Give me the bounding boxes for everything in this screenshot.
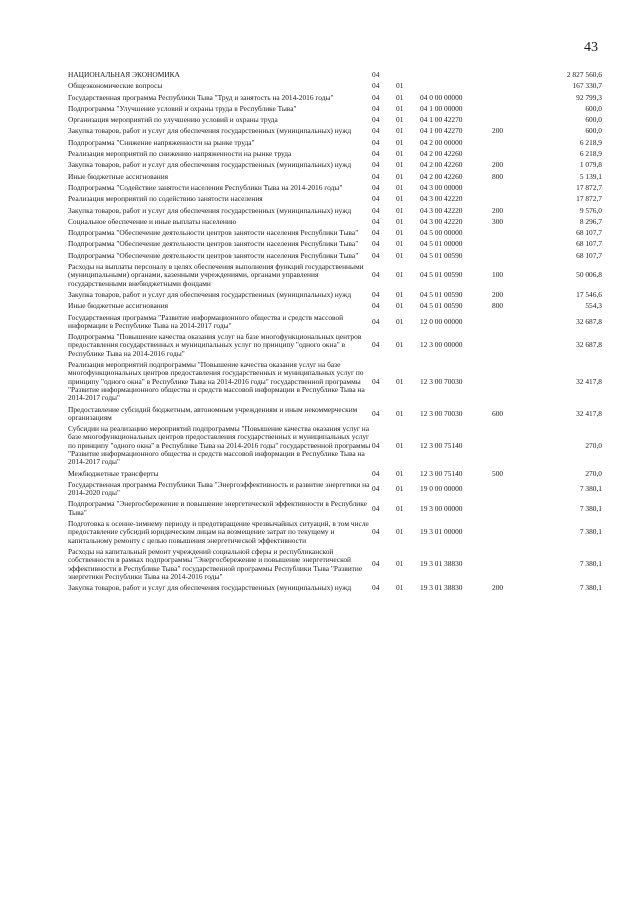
expense-type-code [492, 70, 522, 81]
expense-type-code [492, 332, 522, 360]
target-article-code: 12 3 00 75140 [420, 440, 463, 450]
expense-type-code [492, 194, 522, 205]
amount: 600,0 [585, 103, 602, 113]
expense-name: Подпрограмма "Обеспечение деятельности центров занятости населения Республики Тыва" [68, 250, 359, 260]
amount: 50 006,8 [576, 270, 602, 280]
section-code: 04 [372, 70, 380, 79]
target-article-code: 04 5 01 00590 [420, 250, 463, 260]
expense-type-code [492, 104, 522, 115]
expense-name: Подпрограмма "Обеспечение деятельности центров занятости населения Республики Тыва" [68, 239, 359, 249]
table-row [68, 290, 602, 301]
section-code: 04 [372, 289, 380, 299]
section-code: 04 [372, 205, 380, 215]
expense-type-code [492, 81, 522, 92]
section-code: 04 [372, 270, 380, 280]
subsection-code: 01 [396, 316, 404, 326]
amount: 7 380,1 [579, 503, 602, 513]
subsection-code: 01 [396, 216, 404, 226]
page-number: 43 [584, 40, 598, 55]
expense-type-code [492, 183, 522, 194]
expense-name: Закупка товаров, работ и услуг для обеспечения государственных (муниципальных) нужд [68, 160, 352, 170]
subsection-code: 01 [396, 484, 404, 494]
expense-type-code: 200 [492, 583, 504, 593]
target-article-code: 04 5 00 00000 [420, 228, 463, 238]
section-code: 04 [372, 137, 380, 147]
target-article-code: 04 3 00 42220 [420, 216, 463, 226]
expense-name: Подпрограмма "Снижение напряженности на рынке труда" [68, 137, 255, 147]
expense-type-code [492, 228, 522, 239]
table-row [68, 424, 602, 468]
table-row [68, 262, 602, 290]
subsection-code: 01 [396, 126, 404, 136]
expense-type-code: 100 [492, 270, 504, 280]
amount: 32 417,8 [576, 408, 602, 418]
table-row [68, 206, 602, 217]
amount: 600,0 [585, 126, 602, 136]
expense-name: Иные бюджетные ассигнования [68, 301, 169, 311]
expense-name: Реализация мероприятий по содействию занятости населения [68, 194, 263, 204]
expense-name: Предоставление субсидий бюджетным, автономным учреждениям и иным некоммерческим организациям [68, 404, 358, 422]
amount: 68 107,7 [576, 228, 602, 238]
section-code: 04 [372, 316, 380, 326]
subsection-code: 01 [396, 171, 404, 181]
expense-type-code [492, 499, 522, 519]
target-article-code: 04 1 00 00000 [420, 103, 463, 113]
expense-name: Подготовка к осенне-зимнему периоду и предотвращение чрезвычайных ситуаций, в том числе предоставление субсидий юридическим лицам на возмещение затрат по текущему и капитальному ремонту с целью повышения энергетической эффективности [68, 519, 369, 545]
amount: 7 380,1 [579, 527, 602, 537]
subsection-code: 01 [396, 440, 404, 450]
section-code: 04 [372, 126, 380, 136]
section-code: 04 [372, 559, 380, 569]
subsection-code: 01 [396, 583, 404, 593]
amount: 5 139,1 [579, 171, 602, 181]
subsection-code: 01 [396, 301, 404, 311]
table-row [68, 194, 602, 205]
table-row [68, 251, 602, 262]
table-row [68, 160, 602, 171]
table-row [68, 104, 602, 115]
amount: 17 872,7 [576, 182, 602, 192]
target-article-code: 19 3 01 38830 [420, 583, 463, 593]
section-code: 04 [372, 81, 380, 91]
section-code: 04 [372, 301, 380, 311]
subsection-code: 01 [396, 239, 404, 249]
expense-name: Государственная программа Республики Тыва "Труд и занятость на 2014-2016 годы" [68, 92, 334, 102]
section-code: 04 [372, 583, 380, 593]
expense-name: Иные бюджетные ассигнования [68, 171, 169, 181]
amount: 270,0 [585, 468, 602, 478]
section-code: 04 [372, 115, 380, 125]
subsection-code: 01 [396, 182, 404, 192]
expense-name: Общеэкономические вопросы [68, 81, 163, 91]
expense-type-code [492, 239, 522, 250]
table-row [68, 313, 602, 333]
expense-name: Государственная программа Республики Тыва "Энергоэффективность и развитие энергетики на 2014-2020 годы" [68, 479, 370, 498]
table-row [68, 93, 602, 104]
subsection-code: 01 [396, 228, 404, 238]
target-article-code: 04 2 00 42260 [420, 149, 463, 159]
expense-name: Закупка товаров, работ и услуг для обеспечения государственных (муниципальных) нужд [68, 289, 352, 299]
expense-type-code [492, 360, 522, 404]
expense-type-code [492, 519, 522, 547]
expense-name: Подпрограмма "Энергосбережение и повышение энергетической эффективности в Республике Тыва" [68, 499, 367, 517]
expense-name: Подпрограмма "Обеспечение деятельности центров занятости населения Республики Тыва" [68, 228, 359, 238]
expense-name: Реализация мероприятий подпрограммы "Повышение качества оказания услуг на базе многофункциональных центров предоставления государственных и муниципальных услуг по принципу "одного окна" в Республике Тыва на 2014-2016 годы" государственной программы "Развитие информационного общества и средств массовой информации в Республике Тыва на 2014-2017 годы" [68, 360, 365, 403]
target-article-code: 04 5 01 00590 [420, 289, 463, 299]
target-article-code [420, 81, 492, 92]
table-row [68, 332, 602, 360]
expense-name: Субсидии на реализацию мероприятий подпрограммы "Повышение качества оказания услуг на базе многофункциональных центров предоставления государственных и муниципальных услуг по принципу "одного окна" в Республике Тыва на 2014-2016 годы" государственной программы "Развитие информационного общества и средств массовой информации в Республике Тыва на 2014-2017 годы" [68, 424, 371, 467]
expense-type-code [492, 313, 522, 333]
table-row [68, 469, 602, 480]
expense-type-code: 200 [492, 289, 504, 299]
target-article-code: 12 3 00 75140 [420, 468, 463, 478]
target-article-code: 04 3 00 42220 [420, 194, 463, 204]
table-row [68, 149, 602, 160]
table-row [68, 360, 602, 404]
subsection-code: 01 [396, 194, 404, 204]
expense-type-code [492, 138, 522, 149]
amount: 600,0 [585, 115, 602, 125]
table-row [68, 126, 602, 137]
target-article-code: 04 3 00 42220 [420, 205, 463, 215]
section-code: 04 [372, 440, 380, 450]
table-row [68, 301, 602, 312]
expense-type-code: 300 [492, 216, 504, 226]
target-article-code: 04 1 00 42270 [420, 115, 463, 125]
target-article-code: 12 3 00 00000 [420, 340, 463, 350]
table-row [68, 217, 602, 228]
expense-name: Организация мероприятий по улучшению условий и охраны труда [68, 115, 278, 125]
expense-name: Социальное обеспечение и иные выплаты населению [68, 216, 237, 226]
amount: 7 380,1 [579, 583, 602, 593]
amount: 8 296,7 [579, 216, 602, 226]
subsection-code: 01 [396, 137, 404, 147]
subsection-code: 01 [396, 103, 404, 113]
section-code: 04 [372, 239, 380, 249]
expense-type-code: 500 [492, 468, 504, 478]
target-article-code: 04 2 00 42260 [420, 171, 463, 181]
section-code: 04 [372, 527, 380, 537]
target-article-code: 19 0 00 00000 [420, 484, 463, 494]
amount: 92 799,3 [576, 92, 602, 102]
expense-name: Закупка товаров, работ и услуг для обеспечения государственных (муниципальных) нужд [68, 126, 352, 136]
amount: 32 417,8 [576, 376, 602, 386]
expense-name: Закупка товаров, работ и услуг для обеспечения государственных (муниципальных) нужд [68, 205, 352, 215]
budget-table [68, 70, 602, 594]
amount: 7 380,1 [579, 559, 602, 569]
expense-type-code: 200 [492, 126, 504, 136]
expense-type-code [492, 424, 522, 468]
section-code: 04 [372, 376, 380, 386]
section-code: 04 [372, 194, 380, 204]
expense-name: Государственная программа "Развитие информационного общества и средств массовой информации в Республике Тыва на 2014-2017 годы" [68, 312, 344, 330]
expense-name: Межбюджетные трансферты [68, 468, 159, 478]
table-row [68, 480, 602, 500]
expense-type-code: 200 [492, 160, 504, 170]
amount: 68 107,7 [576, 250, 602, 260]
target-article-code: 12 3 00 70030 [420, 408, 463, 418]
subsection-code: 01 [396, 149, 404, 159]
subsection-code: 01 [396, 270, 404, 280]
table-row [68, 239, 602, 250]
expense-type-code [492, 480, 522, 500]
table-row [68, 583, 602, 594]
amount: 270,0 [585, 440, 602, 450]
expense-type-code [492, 547, 522, 583]
section-code: 04 [372, 216, 380, 226]
target-article-code: 04 3 00 00000 [420, 182, 463, 192]
amount: 7 380,1 [579, 484, 602, 494]
section-code: 04 [372, 408, 380, 418]
target-article-code: 12 3 00 70030 [420, 376, 463, 386]
target-article-code: 04 5 01 00590 [420, 301, 463, 311]
target-article-code [420, 70, 492, 81]
expense-type-code: 200 [492, 205, 504, 215]
subsection-code: 01 [396, 503, 404, 513]
expense-type-code [492, 251, 522, 262]
section-code: 04 [372, 149, 380, 159]
table-row [68, 70, 602, 81]
expense-name: Реализация мероприятий по снижению напряженности на рынке труда [68, 149, 292, 159]
table-row [68, 115, 602, 126]
section-code: 04 [372, 182, 380, 192]
subsection-code: 01 [396, 81, 404, 91]
section-code: 04 [372, 503, 380, 513]
table-row [68, 172, 602, 183]
expense-name: Расходы на выплаты персоналу в целях обеспечения выполнения функций государственными (муниципальными) органами, казенными учреждениями, органами управления государственными внебюджетными фондами [68, 262, 364, 288]
target-article-code: 04 1 00 42270 [420, 126, 463, 136]
amount: 167 330,7 [572, 81, 602, 91]
section-code: 04 [372, 160, 380, 170]
target-article-code: 04 5 01 00590 [420, 270, 463, 280]
target-article-code: 12 0 00 00000 [420, 316, 463, 326]
amount: 6 218,9 [579, 149, 602, 159]
subsection-code: 01 [396, 527, 404, 537]
amount: 554,3 [585, 301, 602, 311]
expense-type-code [492, 149, 522, 160]
amount: 32 687,8 [576, 316, 602, 326]
subsection-code: 01 [396, 205, 404, 215]
table-row [68, 405, 602, 425]
amount: 32 687,8 [576, 340, 602, 350]
expense-name: Подпрограмма "Улучшение условий и охраны труда в Республике Тыва" [68, 103, 297, 113]
target-article-code: 19 3 01 38830 [420, 559, 463, 569]
subsection-code: 01 [396, 160, 404, 170]
expense-name: НАЦИОНАЛЬНАЯ ЭКОНОМИКА [68, 70, 180, 79]
expense-type-code: 800 [492, 171, 504, 181]
table-row [68, 519, 602, 547]
subsection-code: 01 [396, 408, 404, 418]
target-article-code: 04 5 01 00000 [420, 239, 463, 249]
expense-name: Подпрограмма "Повышение качества оказания услуг на базе многофункциональных центров предоставления государственных и муниципальных услуг по принципу "одного окна" в Республике Тыва на 2014-2016 годы" [68, 332, 362, 358]
subsection-code: 01 [396, 289, 404, 299]
amount: 17 872,7 [576, 194, 602, 204]
table-row [68, 138, 602, 149]
section-code: 04 [372, 250, 380, 260]
subsection-code: 01 [396, 340, 404, 350]
table-row [68, 81, 602, 92]
amount: 68 107,7 [576, 239, 602, 249]
table-row [68, 228, 602, 239]
subsection-code: 01 [396, 468, 404, 478]
section-code: 04 [372, 228, 380, 238]
amount: 9 576,0 [579, 205, 602, 215]
section-code: 04 [372, 340, 380, 350]
section-code: 04 [372, 103, 380, 113]
target-article-code: 19 3 01 00000 [420, 527, 463, 537]
expense-type-code [492, 93, 522, 104]
subsection-code: 01 [396, 376, 404, 386]
section-code: 04 [372, 468, 380, 478]
expense-type-code [492, 115, 522, 126]
subsection-code: 01 [396, 250, 404, 260]
amount: 1 079,8 [579, 160, 602, 170]
target-article-code: 04 2 00 00000 [420, 137, 463, 147]
expense-type-code: 600 [492, 408, 504, 418]
section-code: 04 [372, 484, 380, 494]
target-article-code: 04 2 00 42260 [420, 160, 463, 170]
section-code: 04 [372, 171, 380, 181]
table-row [68, 547, 602, 583]
budget-table-body [68, 70, 602, 594]
amount: 17 546,6 [576, 289, 602, 299]
expense-name: Расходы на капитальный ремонт учреждений социальной сферы и республиканской собственности в рамках подпрограммы "Энергосбережение и повышение энергетической эффективности в Республике Тыва" государственной программы Республики Тыва "Развитие энергетики Республики Тыва на 2014-2016 годы" [68, 546, 363, 581]
subsection-code: 01 [396, 559, 404, 569]
subsection-code: 01 [396, 115, 404, 125]
table-row [68, 499, 602, 519]
amount: 2 827 560,6 [566, 70, 602, 79]
amount: 6 218,9 [579, 137, 602, 147]
subsection-code [396, 70, 420, 81]
expense-name: Закупка товаров, работ и услуг для обеспечения государственных (муниципальных) нужд [68, 583, 352, 593]
expense-name: Подпрограмма "Содействие занятости населения Республики Тыва на 2014-2016 годы" [68, 182, 343, 192]
target-article-code: 19 3 00 00000 [420, 503, 463, 513]
subsection-code: 01 [396, 92, 404, 102]
target-article-code: 04 0 00 00000 [420, 92, 463, 102]
expense-type-code: 800 [492, 301, 504, 311]
table-row [68, 183, 602, 194]
section-code: 04 [372, 92, 380, 102]
